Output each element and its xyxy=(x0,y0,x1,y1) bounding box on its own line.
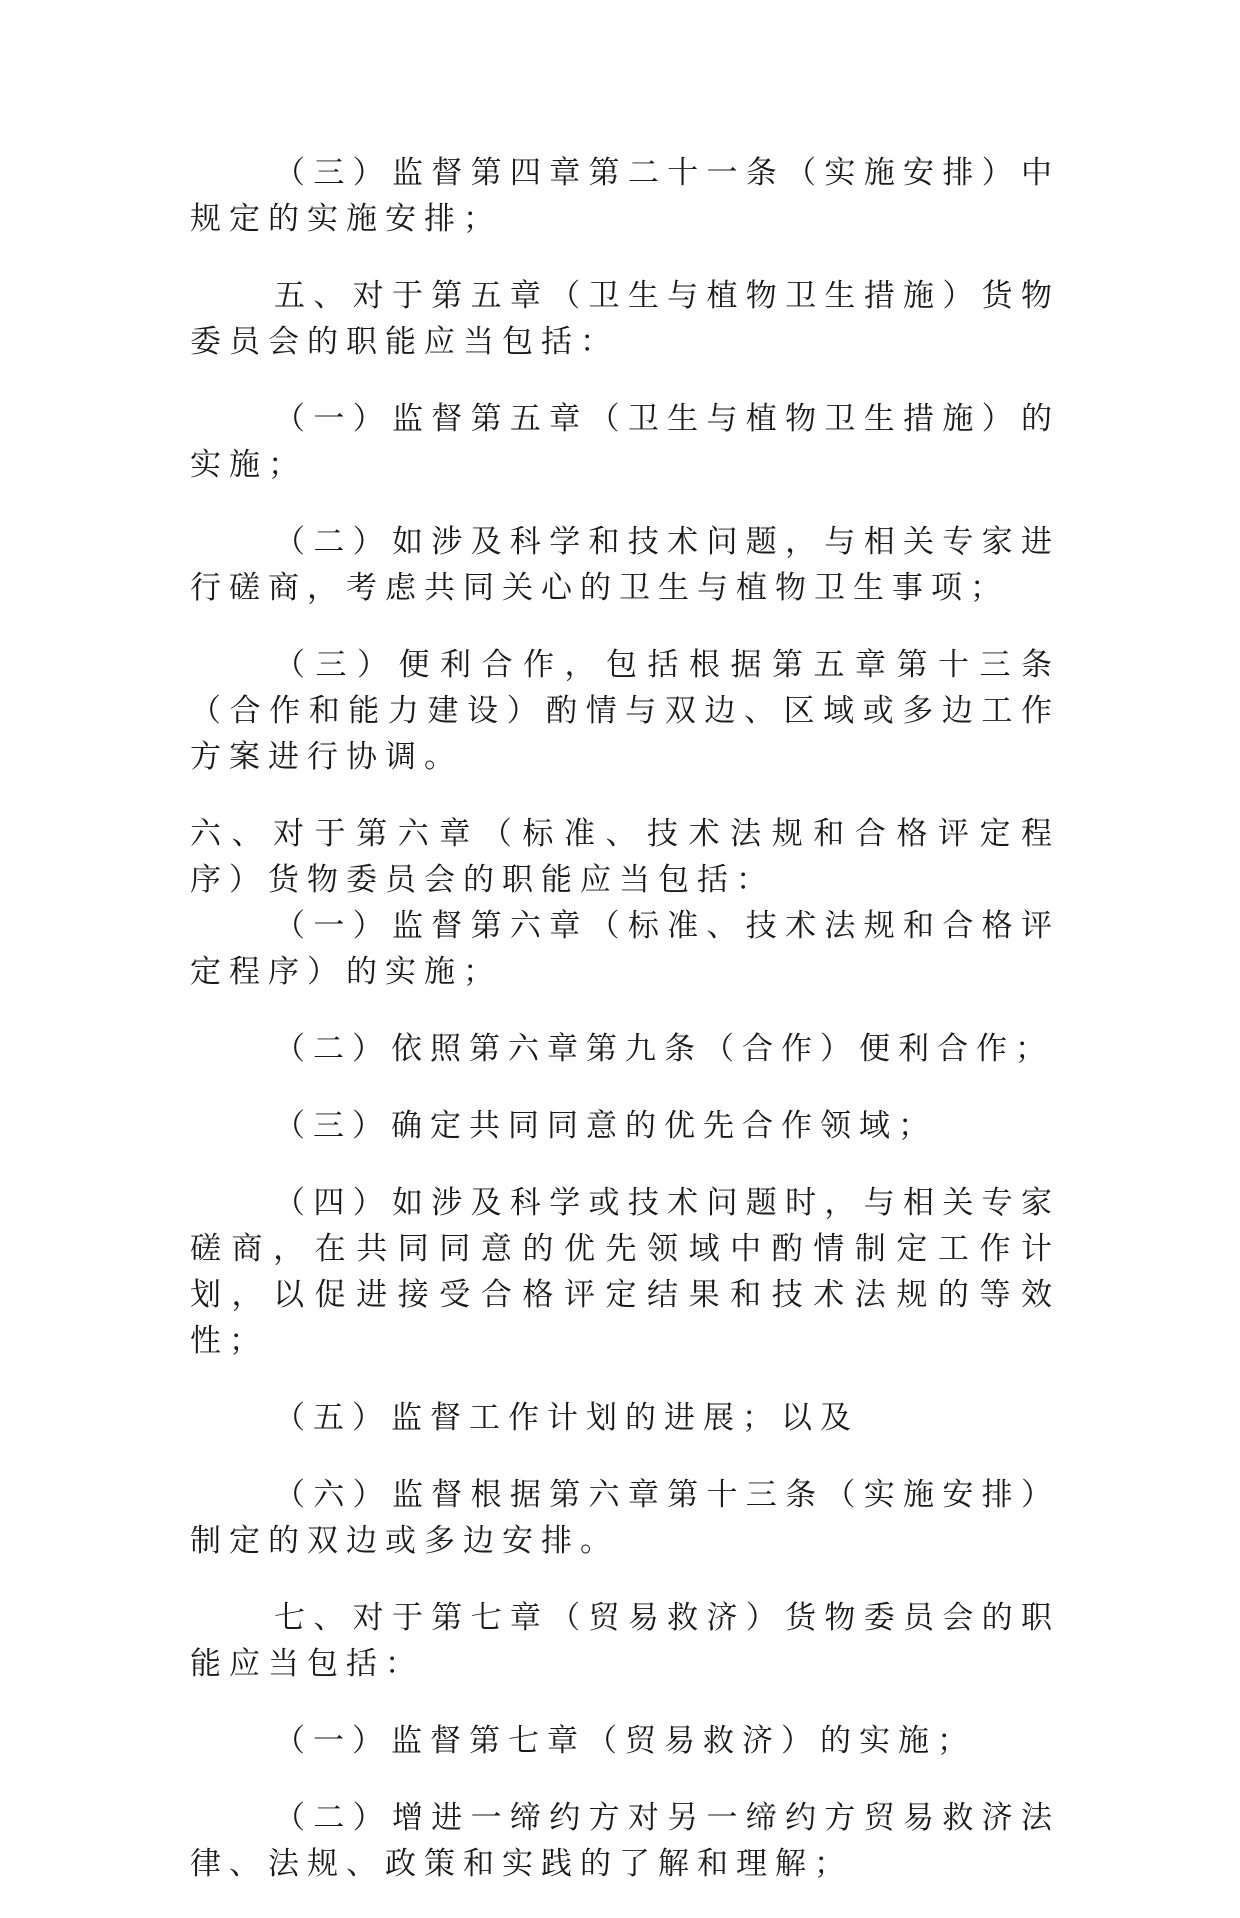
paragraph-7-1: （一）监督第七章（贸易救济）的实施； xyxy=(274,1723,976,1759)
section-5-heading: 五、对于第五章（卫生与植物卫生措施）货物委员会的职能应当包括： xyxy=(190,278,1060,360)
paragraph-4-3: （三）监督第四章第二十一条（实施安排）中规定的实施安排； xyxy=(190,155,1060,237)
paragraph-7-2: （二）增进一缔约方对另一缔约方贸易救济法律、法规、政策和实践的了解和理解； xyxy=(190,1800,1060,1882)
paragraph-5-2: （二）如涉及科学和技术问题，与相关专家进行磋商，考虑共同关心的卫生与植物卫生事项； xyxy=(190,524,1060,606)
paragraph-6-1: （一）监督第六章（标准、技术法规和合格评定程序）的实施； xyxy=(190,908,1060,990)
paragraph-5-3: （三）便利合作，包括根据第五章第十三条（合作和能力建设）酌情与双边、区域或多边工作方案进行协调。 xyxy=(190,647,1060,775)
paragraph-6-4: （四）如涉及科学或技术问题时，与相关专家磋商，在共同同意的优先领域中酌情制定工作计划，以促进接受合格评定结果和技术法规的等效性； xyxy=(190,1185,1060,1359)
document-page xyxy=(190,150,1060,1918)
paragraph-6-6: （六）监督根据第六章第十三条（实施安排）制定的双边或多边安排。 xyxy=(190,1477,1060,1559)
section-7-heading: 七、对于第七章（贸易救济）货物委员会的职能应当包括： xyxy=(190,1600,1060,1682)
section-6-heading: 六、对于第六章（标准、技术法规和合格评定程序）货物委员会的职能应当包括： xyxy=(190,816,1060,898)
paragraph-6-3: （三）确定共同同意的优先合作领域； xyxy=(274,1108,937,1144)
paragraph-6-5: （五）监督工作计划的进展；以及 xyxy=(274,1400,859,1436)
paragraph-6-2: （二）依照第六章第九条（合作）便利合作； xyxy=(274,1031,1054,1067)
paragraph-5-1: （一）监督第五章（卫生与植物卫生措施）的实施； xyxy=(190,401,1060,483)
